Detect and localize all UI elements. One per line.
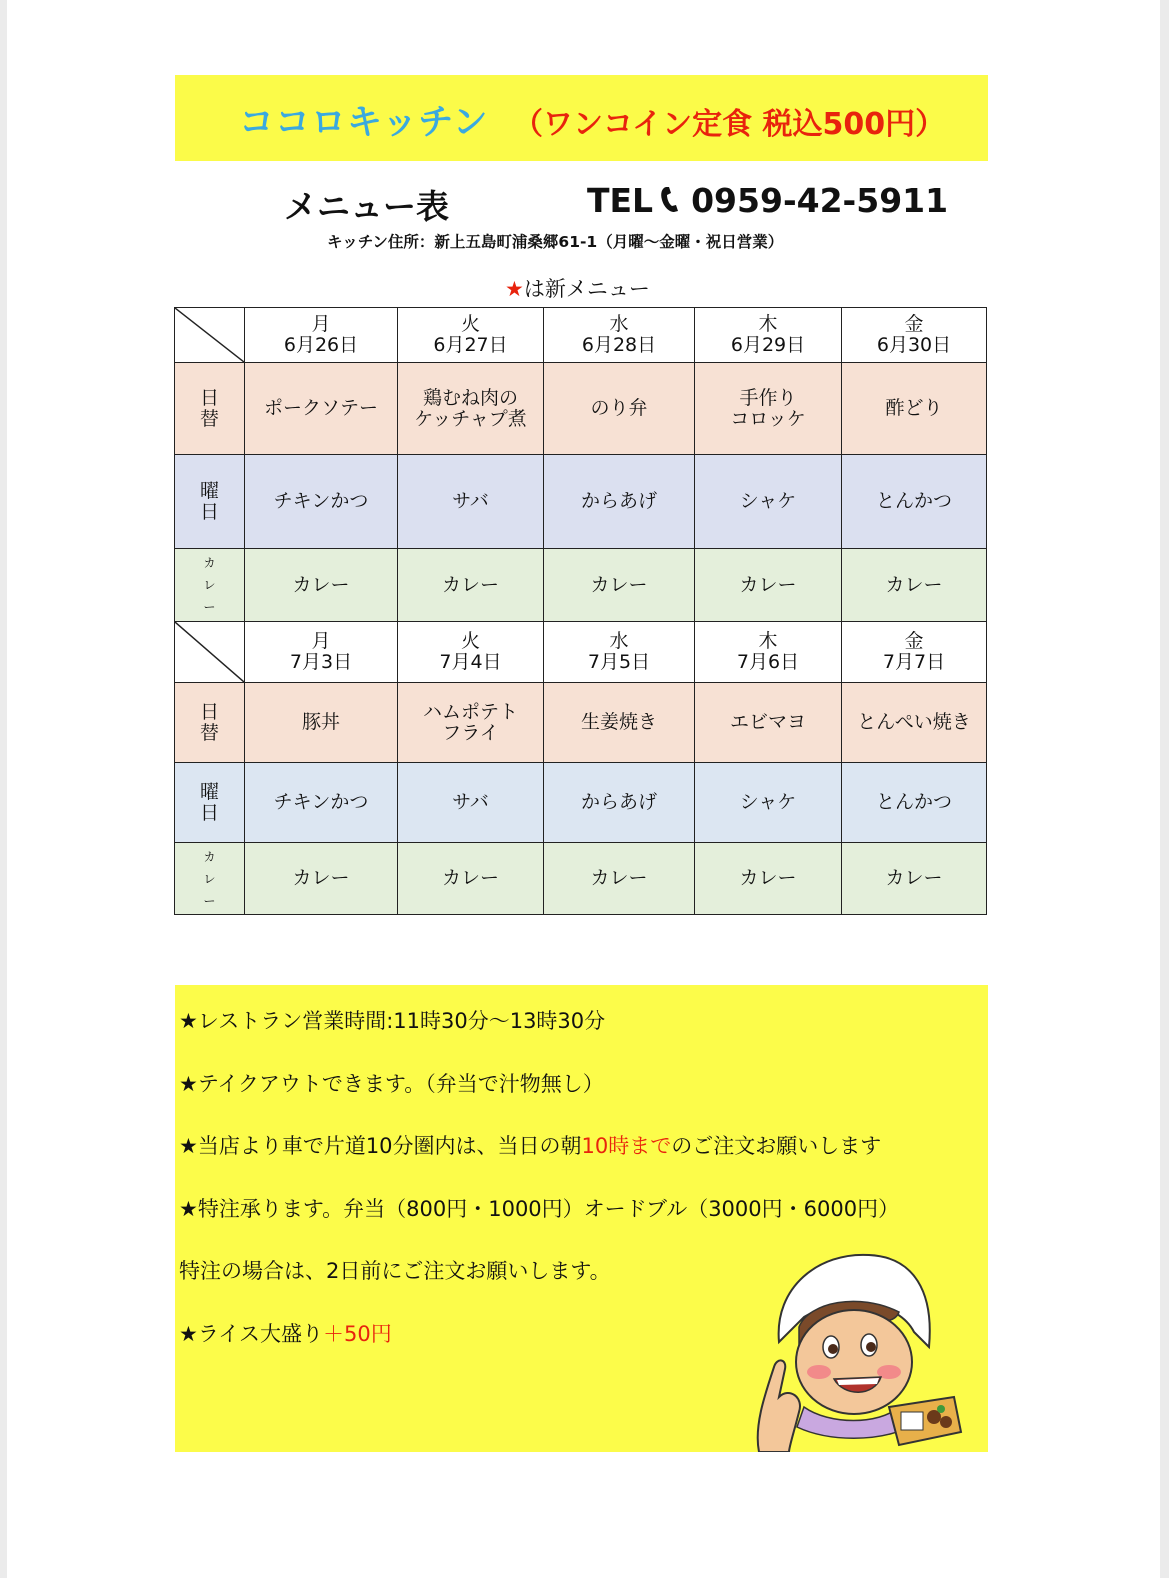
menu-cell: カレー <box>398 549 544 622</box>
new-menu-note <box>505 273 650 303</box>
daily-label: 日 替 <box>175 683 245 763</box>
menu-cell: カレー <box>245 843 398 915</box>
week1-weekday-row <box>175 455 987 549</box>
corner-cell <box>175 308 245 363</box>
day-header: 月 7月3日 <box>245 622 398 683</box>
weekday-label: 曜 日 <box>175 763 245 843</box>
curry-label: カ レ ー <box>175 843 245 915</box>
tel <box>587 181 948 220</box>
weekday-label: 曜 日 <box>175 455 245 549</box>
menu-cell: カレー <box>695 549 842 622</box>
header-band <box>175 75 988 161</box>
tel-label: TEL <box>587 181 654 220</box>
week2-header-row <box>175 622 987 683</box>
address: キッチン住所：新上五島町浦桑郷61-1（月曜～金曜・祝日営業） <box>327 233 784 251</box>
info-band <box>175 985 988 1452</box>
day-header: 火 6月27日 <box>398 308 544 363</box>
menu-cell: とんかつ <box>842 763 987 843</box>
large-rice-info: ★ライス大盛り＋50円 <box>179 1322 392 1346</box>
new-menu-note-text: は新メニュー <box>523 277 650 301</box>
week1-header-row <box>175 308 987 363</box>
order-deadline-info: ★当店より車で片道10分圏内は、当日の朝10時までのご注文お願いします <box>179 1134 882 1158</box>
menu-cell: 豚丼 <box>245 683 398 763</box>
menu-cell: サバ <box>398 455 544 549</box>
special-order-note: 特注の場合は、2日前にご注文お願いします。 <box>179 1259 611 1283</box>
page <box>7 0 1160 1578</box>
menu-label: メニュー表 <box>284 187 449 226</box>
menu-cell: とんぺい焼き <box>842 683 987 763</box>
day-header: 月 6月26日 <box>245 308 398 363</box>
menu-cell: カレー <box>842 843 987 915</box>
price-subtitle: （ワンコイン定食 税込500円） <box>513 107 946 142</box>
menu-cell: ポークソテー <box>245 363 398 455</box>
menu-cell: からあげ <box>544 455 695 549</box>
menu-cell: エビマヨ <box>695 683 842 763</box>
hours-info: ★レストラン営業時間:11時30分～13時30分 <box>179 1009 606 1033</box>
day-header: 木 6月29日 <box>695 308 842 363</box>
menu-cell: シャケ <box>695 763 842 843</box>
week1-curry-row <box>175 549 987 622</box>
day-header: 金 6月30日 <box>842 308 987 363</box>
menu-cell: のり弁 <box>544 363 695 455</box>
menu-cell: カレー <box>245 549 398 622</box>
day-header: 金 7月7日 <box>842 622 987 683</box>
menu-cell: ハムポテト フライ <box>398 683 544 763</box>
day-header: 火 7月4日 <box>398 622 544 683</box>
week2-daily-row <box>175 683 987 763</box>
takeout-info: ★テイクアウトできます。（弁当で汁物無し） <box>179 1072 604 1096</box>
star-icon: ★ <box>505 277 524 301</box>
menu-cell: カレー <box>695 843 842 915</box>
tel-number[interactable]: 0959-42-5911 <box>691 181 949 220</box>
menu-cell: 生姜焼き <box>544 683 695 763</box>
week2-weekday-row <box>175 763 987 843</box>
week2-curry-row <box>175 843 987 915</box>
day-header: 水 6月28日 <box>544 308 695 363</box>
day-header: 木 7月6日 <box>695 622 842 683</box>
special-order-info: ★特注承ります。弁当（800円・1000円）オードブル（3000円・6000円） <box>179 1197 900 1221</box>
chef-illustration <box>749 1247 963 1452</box>
daily-label: 日 替 <box>175 363 245 455</box>
menu-cell: チキンかつ <box>245 763 398 843</box>
curry-label: カ レ ー <box>175 549 245 622</box>
menu-cell: カレー <box>544 549 695 622</box>
menu-cell: 鶏むね肉の ケッチャプ煮 <box>398 363 544 455</box>
menu-cell: カレー <box>544 843 695 915</box>
menu-cell: シャケ <box>695 455 842 549</box>
week1-daily-row <box>175 363 987 455</box>
menu-cell: 手作り コロッケ <box>695 363 842 455</box>
menu-cell: 酢どり <box>842 363 987 455</box>
menu-cell: カレー <box>842 549 987 622</box>
menu-cell: とんかつ <box>842 455 987 549</box>
corner-cell <box>175 622 245 683</box>
menu-cell: カレー <box>398 843 544 915</box>
menu-cell: チキンかつ <box>245 455 398 549</box>
menu-table <box>174 307 987 915</box>
menu-cell: からあげ <box>544 763 695 843</box>
phone-icon <box>657 183 683 213</box>
shop-title: ココロキッチン <box>239 103 489 143</box>
menu-cell: サバ <box>398 763 544 843</box>
day-header: 水 7月5日 <box>544 622 695 683</box>
